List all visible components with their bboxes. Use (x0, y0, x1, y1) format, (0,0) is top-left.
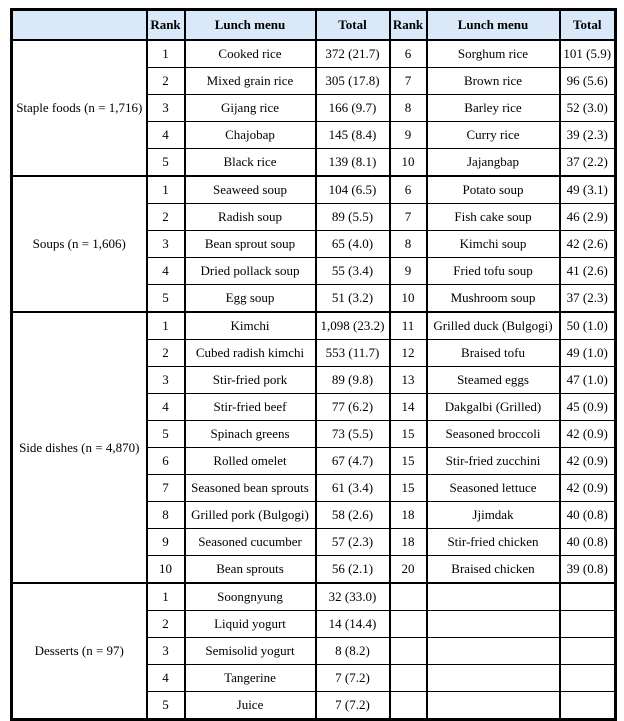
total-cell: 39 (2.3) (560, 122, 616, 149)
total-cell: 1,098 (23.2) (316, 312, 390, 340)
total-cell: 67 (4.7) (316, 448, 390, 475)
menu-cell: Potato soup (427, 176, 560, 204)
category-cell: Side dishes (n = 4,870) (12, 312, 147, 583)
menu-cell: Mixed grain rice (185, 68, 316, 95)
rank-cell: 9 (147, 529, 185, 556)
total-cell: 73 (5.5) (316, 421, 390, 448)
menu-cell: Stir-fried zucchini (427, 448, 560, 475)
rank-cell: 1 (147, 40, 185, 68)
menu-cell: Semisolid yogurt (185, 638, 316, 665)
menu-cell: Bean sprouts (185, 556, 316, 584)
menu-cell: Braised tofu (427, 340, 560, 367)
menu-cell: Jjimdak (427, 502, 560, 529)
rank-cell: 9 (390, 122, 427, 149)
total-cell (560, 583, 616, 611)
total-cell: 58 (2.6) (316, 502, 390, 529)
total-cell: 52 (3.0) (560, 95, 616, 122)
menu-cell: Dakgalbi (Grilled) (427, 394, 560, 421)
menu-cell: Spinach greens (185, 421, 316, 448)
menu-cell: Seasoned cucumber (185, 529, 316, 556)
total-cell: 7 (7.2) (316, 692, 390, 720)
rank-cell: 4 (147, 665, 185, 692)
total-cell: 101 (5.9) (560, 40, 616, 68)
rank-cell: 4 (147, 258, 185, 285)
total-cell: 145 (8.4) (316, 122, 390, 149)
total-cell: 96 (5.6) (560, 68, 616, 95)
total-cell: 47 (1.0) (560, 367, 616, 394)
rank-cell (390, 692, 427, 720)
table-row (12, 583, 616, 611)
table-row (12, 40, 616, 68)
rank-cell: 12 (390, 340, 427, 367)
rank-cell: 2 (147, 611, 185, 638)
total-cell: 46 (2.9) (560, 204, 616, 231)
total-cell: 50 (1.0) (560, 312, 616, 340)
rank-cell: 14 (390, 394, 427, 421)
menu-cell: Fried tofu soup (427, 258, 560, 285)
rank-cell: 5 (147, 421, 185, 448)
rank-cell: 3 (147, 231, 185, 258)
menu-cell: Braised chicken (427, 556, 560, 584)
header-cell-total-2: Total (560, 10, 616, 41)
menu-cell: Stir-fried chicken (427, 529, 560, 556)
menu-cell: Curry rice (427, 122, 560, 149)
menu-cell: Jajangbap (427, 149, 560, 177)
menu-cell: Dried pollack soup (185, 258, 316, 285)
total-cell: 77 (6.2) (316, 394, 390, 421)
menu-cell: Tangerine (185, 665, 316, 692)
menu-cell: Radish soup (185, 204, 316, 231)
menu-cell: Chajobap (185, 122, 316, 149)
total-cell: 40 (0.8) (560, 502, 616, 529)
rank-cell: 18 (390, 529, 427, 556)
total-cell: 37 (2.2) (560, 149, 616, 177)
total-cell: 61 (3.4) (316, 475, 390, 502)
rank-cell: 5 (147, 692, 185, 720)
rank-cell: 8 (390, 95, 427, 122)
total-cell (560, 692, 616, 720)
menu-cell: Kimchi soup (427, 231, 560, 258)
total-cell: 553 (11.7) (316, 340, 390, 367)
menu-cell: Kimchi (185, 312, 316, 340)
header-cell-rank-1: Rank (147, 10, 185, 41)
rank-cell: 9 (390, 258, 427, 285)
total-cell: 139 (8.1) (316, 149, 390, 177)
menu-cell: Egg soup (185, 285, 316, 313)
table-row (12, 312, 616, 340)
menu-cell: Cubed radish kimchi (185, 340, 316, 367)
menu-cell: Stir-fried beef (185, 394, 316, 421)
total-cell: 55 (3.4) (316, 258, 390, 285)
rank-cell: 6 (390, 176, 427, 204)
menu-cell: Juice (185, 692, 316, 720)
total-cell: 42 (0.9) (560, 475, 616, 502)
menu-cell: Fish cake soup (427, 204, 560, 231)
total-cell: 42 (0.9) (560, 421, 616, 448)
menu-cell: Seasoned bean sprouts (185, 475, 316, 502)
total-cell: 166 (9.7) (316, 95, 390, 122)
rank-cell (390, 638, 427, 665)
menu-cell: Liquid yogurt (185, 611, 316, 638)
rank-cell: 2 (147, 68, 185, 95)
total-cell (560, 665, 616, 692)
rank-cell: 7 (390, 204, 427, 231)
menu-cell: Grilled pork (Bulgogi) (185, 502, 316, 529)
rank-cell: 2 (147, 340, 185, 367)
total-cell: 45 (0.9) (560, 394, 616, 421)
header-row (12, 10, 616, 41)
menu-cell (427, 638, 560, 665)
rank-cell: 1 (147, 583, 185, 611)
menu-cell (427, 583, 560, 611)
total-cell: 8 (8.2) (316, 638, 390, 665)
total-cell: 14 (14.4) (316, 611, 390, 638)
header-cell-rank-2: Rank (390, 10, 427, 41)
rank-cell: 18 (390, 502, 427, 529)
menu-cell: Mushroom soup (427, 285, 560, 313)
header-cell-lunch-menu-2: Lunch menu (427, 10, 560, 41)
total-cell: 39 (0.8) (560, 556, 616, 584)
total-cell: 56 (2.1) (316, 556, 390, 584)
total-cell: 40 (0.8) (560, 529, 616, 556)
rank-cell: 5 (147, 285, 185, 313)
menu-cell: Seaweed soup (185, 176, 316, 204)
rank-cell: 15 (390, 421, 427, 448)
menu-cell: Gijang rice (185, 95, 316, 122)
table-body (12, 40, 616, 720)
category-cell: Staple foods (n = 1,716) (12, 40, 147, 176)
rank-cell: 13 (390, 367, 427, 394)
menu-cell (427, 692, 560, 720)
rank-cell (390, 583, 427, 611)
rank-cell: 20 (390, 556, 427, 584)
total-cell: 32 (33.0) (316, 583, 390, 611)
rank-cell (390, 665, 427, 692)
menu-cell: Bean sprout soup (185, 231, 316, 258)
total-cell: 7 (7.2) (316, 665, 390, 692)
rank-cell: 1 (147, 176, 185, 204)
header-cell-lunch-menu-1: Lunch menu (185, 10, 316, 41)
rank-cell: 8 (147, 502, 185, 529)
menu-cell: Grilled duck (Bulgogi) (427, 312, 560, 340)
total-cell: 57 (2.3) (316, 529, 390, 556)
menu-cell: Seasoned lettuce (427, 475, 560, 502)
total-cell: 51 (3.2) (316, 285, 390, 313)
rank-cell: 4 (147, 122, 185, 149)
total-cell (560, 611, 616, 638)
header-cell-total-1: Total (316, 10, 390, 41)
table-row (12, 176, 616, 204)
rank-cell: 5 (147, 149, 185, 177)
total-cell: 42 (2.6) (560, 231, 616, 258)
total-cell: 49 (1.0) (560, 340, 616, 367)
total-cell: 305 (17.8) (316, 68, 390, 95)
total-cell: 104 (6.5) (316, 176, 390, 204)
total-cell: 49 (3.1) (560, 176, 616, 204)
total-cell: 89 (5.5) (316, 204, 390, 231)
rank-cell: 10 (390, 149, 427, 177)
total-cell: 42 (0.9) (560, 448, 616, 475)
category-cell: Soups (n = 1,606) (12, 176, 147, 312)
rank-cell: 4 (147, 394, 185, 421)
menu-cell: Barley rice (427, 95, 560, 122)
menu-cell: Sorghum rice (427, 40, 560, 68)
total-cell (560, 638, 616, 665)
rank-cell (390, 611, 427, 638)
rank-cell: 11 (390, 312, 427, 340)
total-cell: 41 (2.6) (560, 258, 616, 285)
lunch-menu-table (10, 8, 617, 721)
rank-cell: 1 (147, 312, 185, 340)
header-cell-category (12, 10, 147, 41)
total-cell: 372 (21.7) (316, 40, 390, 68)
rank-cell: 10 (390, 285, 427, 313)
rank-cell: 7 (147, 475, 185, 502)
rank-cell: 8 (390, 231, 427, 258)
rank-cell: 7 (390, 68, 427, 95)
rank-cell: 10 (147, 556, 185, 584)
menu-cell: Black rice (185, 149, 316, 177)
rank-cell: 6 (147, 448, 185, 475)
rank-cell: 2 (147, 204, 185, 231)
menu-cell (427, 611, 560, 638)
menu-cell: Steamed eggs (427, 367, 560, 394)
menu-cell (427, 665, 560, 692)
total-cell: 89 (9.8) (316, 367, 390, 394)
rank-cell: 6 (390, 40, 427, 68)
rank-cell: 3 (147, 367, 185, 394)
rank-cell: 15 (390, 475, 427, 502)
menu-cell: Rolled omelet (185, 448, 316, 475)
menu-cell: Soongnyung (185, 583, 316, 611)
menu-cell: Stir-fried pork (185, 367, 316, 394)
rank-cell: 3 (147, 638, 185, 665)
menu-cell: Cooked rice (185, 40, 316, 68)
rank-cell: 15 (390, 448, 427, 475)
category-cell: Desserts (n = 97) (12, 583, 147, 720)
total-cell: 65 (4.0) (316, 231, 390, 258)
total-cell: 37 (2.3) (560, 285, 616, 313)
menu-cell: Brown rice (427, 68, 560, 95)
rank-cell: 3 (147, 95, 185, 122)
menu-cell: Seasoned broccoli (427, 421, 560, 448)
